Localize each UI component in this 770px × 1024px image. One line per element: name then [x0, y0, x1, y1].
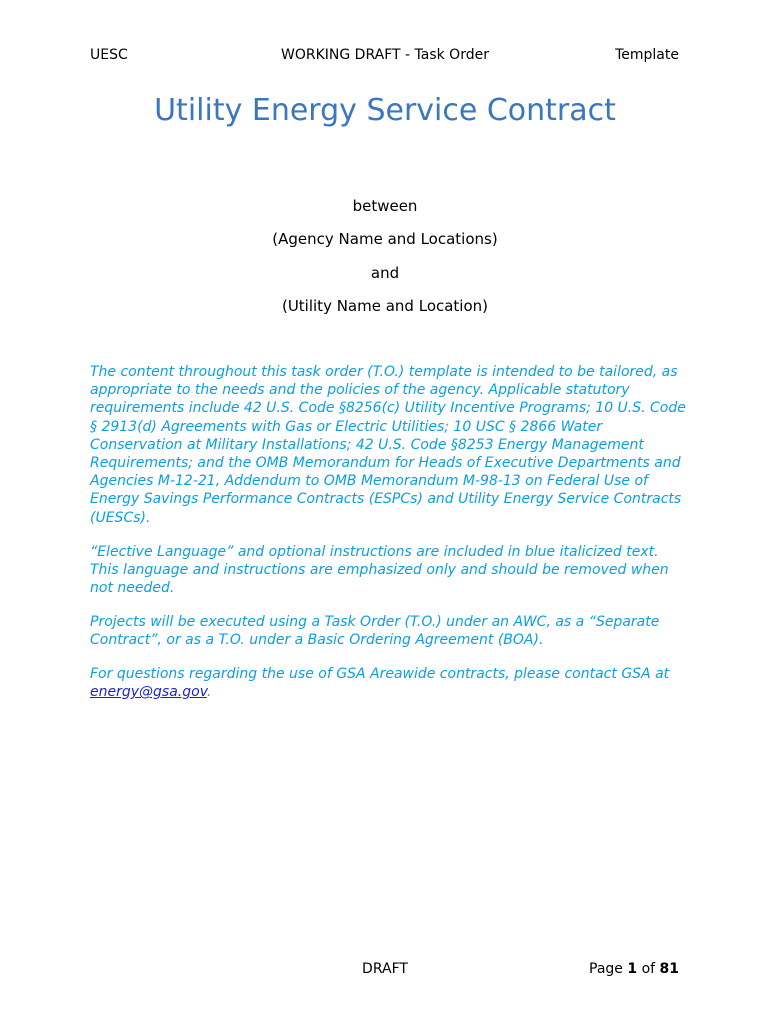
page-label: Page — [589, 961, 623, 977]
agency-name: (Agency Name and Locations) — [272, 230, 498, 248]
gsa-email-link[interactable]: energy@gsa.gov — [90, 684, 207, 701]
page-total: 81 — [659, 961, 679, 977]
header-left: UESC — [90, 47, 128, 63]
page-number — [589, 960, 679, 978]
footer-draft-label: DRAFT — [362, 961, 408, 977]
header-center: WORKING DRAFT - Task Order — [281, 47, 489, 63]
header-right: Template — [615, 47, 679, 63]
task-order-paragraph: Projects will be executed using a Task Order (T.O.) under an AWC, as a “Separate Contract”, or as a T.O. under a Basic Ordering Agreement (BOA). — [90, 614, 660, 649]
between-label: between — [352, 197, 418, 215]
elective-language-paragraph: “Elective Language” and optional instructions are included in blue italicized text. This language and instructions are emphasized only and should be removed when not needed. — [90, 544, 669, 597]
page-of-label: of — [641, 961, 656, 977]
document-title: Utility Energy Service Contract — [154, 93, 616, 128]
utility-name: (Utility Name and Location) — [281, 297, 489, 315]
gsa-contact-paragraph — [90, 665, 690, 701]
statutory-requirements-paragraph: The content throughout this task order (T.O.) template is intended to be tailored, as appropriate to the needs and the policies of the agency. Applicable statutory requirements include 42 U.S. Code §8256(c) Utility Incentive Programs; 10 U.S. Code § 2913(d) Agreements with Gas or Electric Utilities; 10 USC § 2866 Water Conservation at Military Installations; 42 U.S. Code §8253 Energy Management Requirements; and the OMB Memorandum for Heads of Executive Departments and Agencies M-12-21, Addendum to OMB Memorandum M-98-13 on Federal Use of Energy Savings Performance Contracts (ESPCs) and Utility Energy Service Contracts (UESCs). — [90, 364, 686, 526]
page-current: 1 — [627, 961, 638, 977]
and-label: and — [370, 264, 400, 282]
gsa-contact-text: For questions regarding the use of GSA Areawide contracts, please contact GSA at — [90, 666, 670, 682]
gsa-contact-suffix: . — [206, 684, 212, 701]
